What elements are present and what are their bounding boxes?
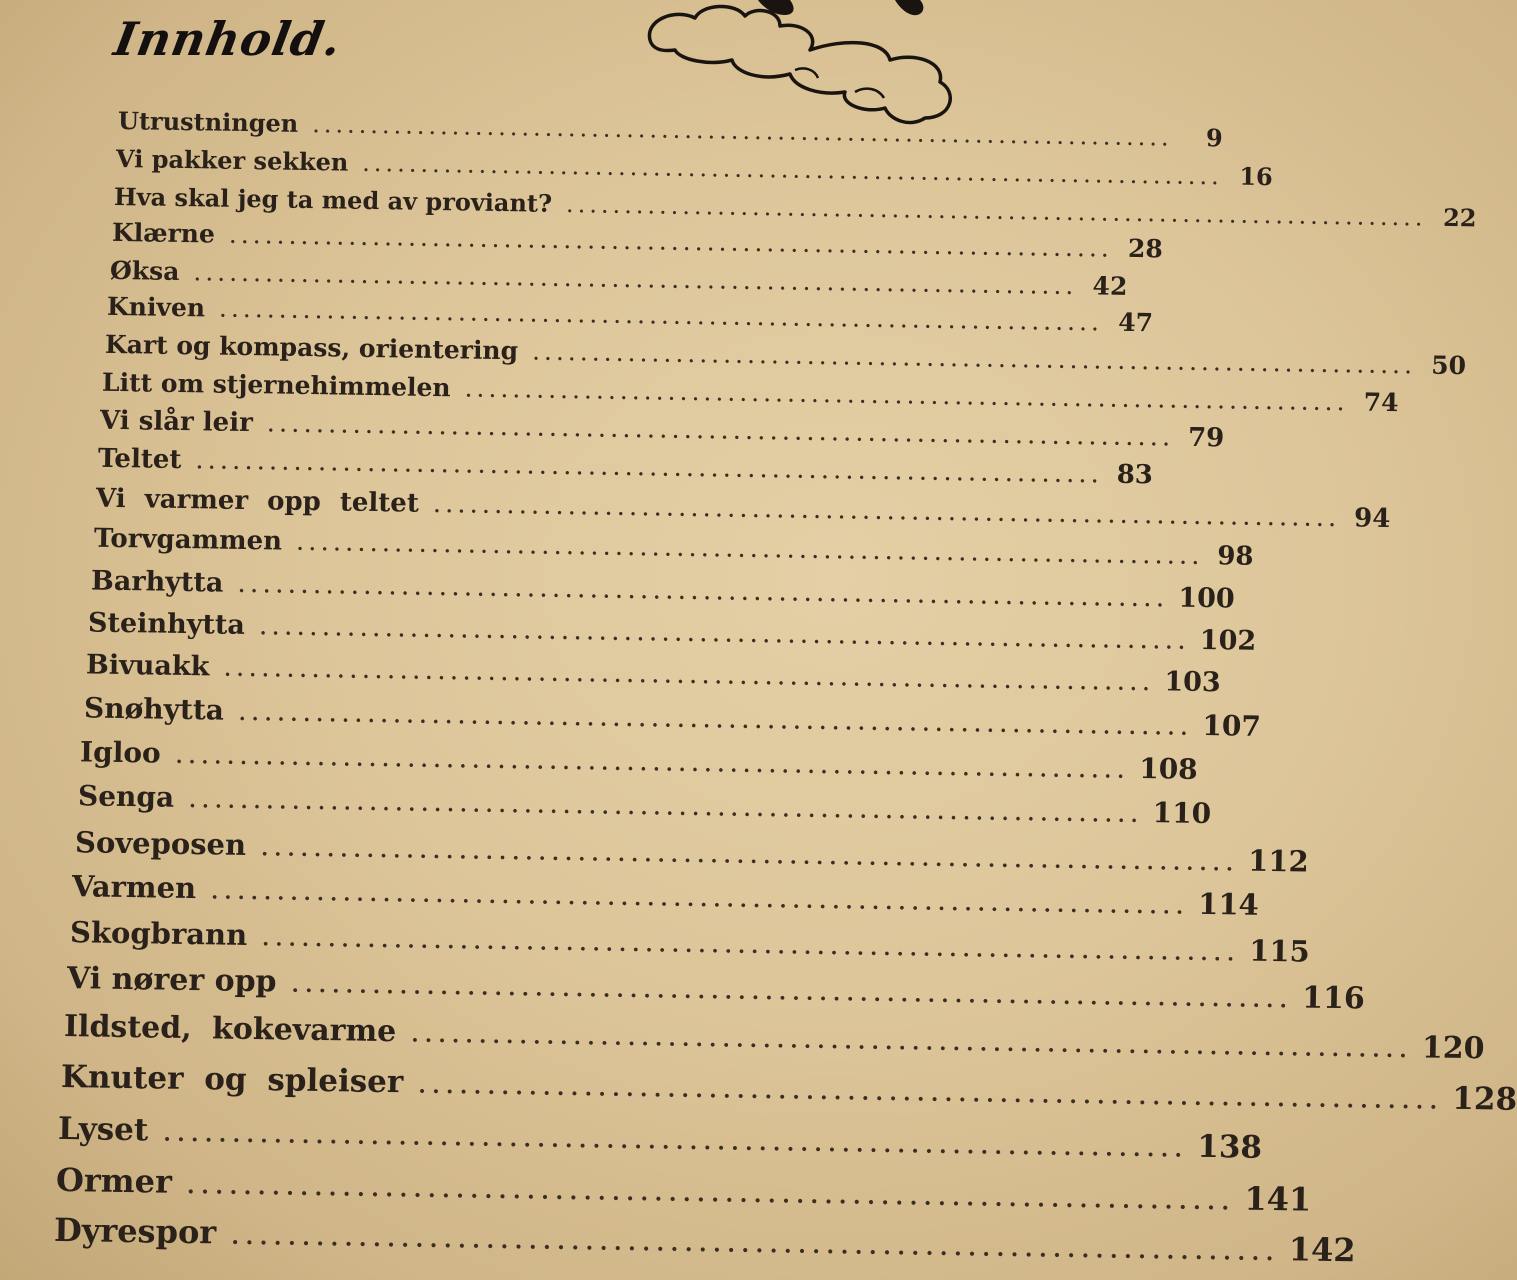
toc-entry [77, 779, 1212, 831]
toc-entry [74, 825, 1309, 879]
toc-entry [109, 255, 1128, 301]
toc-entry-page: 112 [1247, 843, 1309, 879]
dot-leader: .......................................................................... [187, 781, 1143, 829]
toc-entry [106, 291, 1154, 338]
toc-entry-page: 142 [1288, 1230, 1356, 1270]
toc-entry [85, 649, 1221, 699]
dot-leader: .......................................................................... [260, 918, 1240, 968]
toc-entry-page: 100 [1178, 582, 1235, 615]
toc-entry-label: Vi slår leir [99, 405, 254, 439]
toc-entry-page: 120 [1421, 1030, 1485, 1067]
toc-entry-page: 50 [1431, 350, 1467, 381]
dot-leader: .......................................................................... [193, 257, 1078, 301]
toc-entry [79, 735, 1198, 786]
dot-leader: .......................................................................... [229, 1213, 1280, 1269]
toc-entry-label: Soveposen [74, 825, 247, 862]
toc-entry-page: 115 [1248, 933, 1311, 969]
dot-leader: .......................................................................... [259, 828, 1239, 878]
toc-entry [101, 367, 1399, 418]
dot-leader: .......................................................................... [228, 219, 1114, 263]
toc-entry-page: 47 [1117, 307, 1154, 338]
toc-entry-label: Snøhytta [83, 691, 225, 727]
toc-entry-label: Litt om stjernehimmelen [101, 367, 451, 403]
toc-entry [69, 915, 1311, 969]
toc-entry-page: 138 [1197, 1128, 1263, 1166]
toc-entry-page: 98 [1217, 541, 1254, 572]
toc-entry-page: 141 [1244, 1179, 1312, 1219]
toc-entry-page: 83 [1116, 459, 1154, 491]
toc-entry-label: Igloo [79, 735, 161, 770]
toc-entry-page: 16 [1239, 161, 1273, 192]
dot-leader: .......................................................................... [295, 526, 1204, 572]
toc-entry-page: 22 [1442, 202, 1477, 233]
toc-entry [90, 565, 1235, 615]
toc-entry-label: Knuter og spleiser [60, 1058, 404, 1101]
dot-leader: .......................................................................... [237, 567, 1169, 614]
toc-entry-label: Ildsted, kokevarme [63, 1008, 397, 1050]
dot-leader: .......................................................................... [258, 610, 1191, 656]
toc-entry-label: Lyset [57, 1110, 149, 1149]
dot-leader: .......................................................................... [312, 110, 1173, 152]
toc-entry [55, 1160, 1312, 1219]
dot-leader: .......................................................................... [416, 1064, 1443, 1117]
toc-entry-label: Varmen [71, 869, 197, 906]
toc-entry-label: Øksa [109, 255, 180, 286]
dot-leader: .......................................................................... [185, 1162, 1235, 1218]
toc-entry [93, 523, 1254, 572]
toc-entry-label: Teltet [97, 443, 182, 476]
toc-entry-label: Kniven [106, 291, 206, 323]
toc-entry-page: 116 [1301, 980, 1366, 1017]
toc-entry [66, 961, 1366, 1017]
toc-entry-page: 9 [1205, 123, 1223, 153]
dot-leader: .......................................................................... [161, 1112, 1188, 1165]
toc-entry-label: Vi varmer opp teltet [95, 483, 420, 519]
toc-entry [57, 1110, 1263, 1166]
dot-leader: .......................................................................... [531, 336, 1417, 380]
toc-entry-label: Vi nører opp [66, 961, 277, 1000]
toc-entry-page: 102 [1199, 624, 1257, 657]
toc-entry [53, 1210, 1356, 1270]
toc-entry-page: 28 [1127, 233, 1164, 264]
toc-entry-label: Senga [77, 779, 175, 814]
toc-entry-label: Ormer [55, 1160, 173, 1201]
toc-entry-label: Klærne [111, 217, 216, 249]
toc-entry-label: Dyrespor [53, 1210, 217, 1252]
toc-entry [97, 443, 1154, 491]
toc-entry-page: 107 [1202, 708, 1262, 743]
page-title: Innhold. [110, 12, 346, 66]
toc-entry [87, 607, 1257, 657]
toc-entry [63, 1008, 1485, 1067]
toc-entry-label: Bivuakk [85, 649, 210, 683]
toc-entry-label: Steinhytta [87, 607, 246, 641]
toc-entry [99, 405, 1225, 454]
toc-entry-label: Vi pakker sekken [115, 143, 349, 177]
dot-leader: .......................................................................... [237, 693, 1193, 742]
toc-entry [95, 483, 1391, 534]
toc-entry-page: 128 [1452, 1080, 1517, 1118]
toc-entry-page: 114 [1197, 886, 1260, 922]
toc-entry [83, 691, 1262, 743]
toc-entry [115, 143, 1273, 192]
toc-entry [71, 869, 1260, 922]
toc-entry [117, 106, 1223, 153]
toc-entry-label: Utrustningen [117, 106, 299, 138]
toc-entry-page: 108 [1138, 751, 1198, 786]
toc-entry-label: Kart og kompass, orientering [104, 329, 519, 366]
dot-leader: .......................................................................... [223, 651, 1155, 698]
dot-leader: .......................................................................... [565, 190, 1427, 232]
toc-entry-page: 94 [1353, 503, 1391, 534]
dot-leader: .......................................................................... [464, 373, 1349, 417]
toc-entry-page: 42 [1092, 271, 1128, 301]
dot-leader: .......................................................................... [290, 964, 1293, 1016]
dot-leader: .......................................................................... [410, 1014, 1413, 1066]
toc-entry-label: Skogbrann [69, 915, 248, 952]
toc-entry-label: Hva skal jeg ta med av proviant? [113, 181, 553, 218]
dot-leader: .......................................................................... [209, 871, 1189, 921]
toc-entry-label: Torvgammen [93, 523, 283, 557]
toc-entry [104, 329, 1467, 381]
toc-entry-page: 103 [1164, 666, 1221, 699]
dot-leader: .......................................................................... [174, 736, 1130, 785]
toc-entry-page: 74 [1363, 387, 1399, 418]
toc-entry-page: 110 [1152, 796, 1212, 831]
dot-leader: .......................................................................... [432, 488, 1341, 534]
dot-leader: .......................................................................... [195, 445, 1104, 490]
dot-leader: .......................................................................... [218, 293, 1104, 337]
toc-entry [113, 181, 1477, 233]
toc-entry [60, 1058, 1517, 1118]
dot-leader: .......................................................................... [362, 148, 1223, 191]
toc-entry-label: Barhytta [90, 565, 224, 599]
dot-leader: .......................................................................... [266, 408, 1175, 453]
toc-entry [111, 217, 1164, 264]
toc-entry-page: 79 [1187, 422, 1225, 454]
